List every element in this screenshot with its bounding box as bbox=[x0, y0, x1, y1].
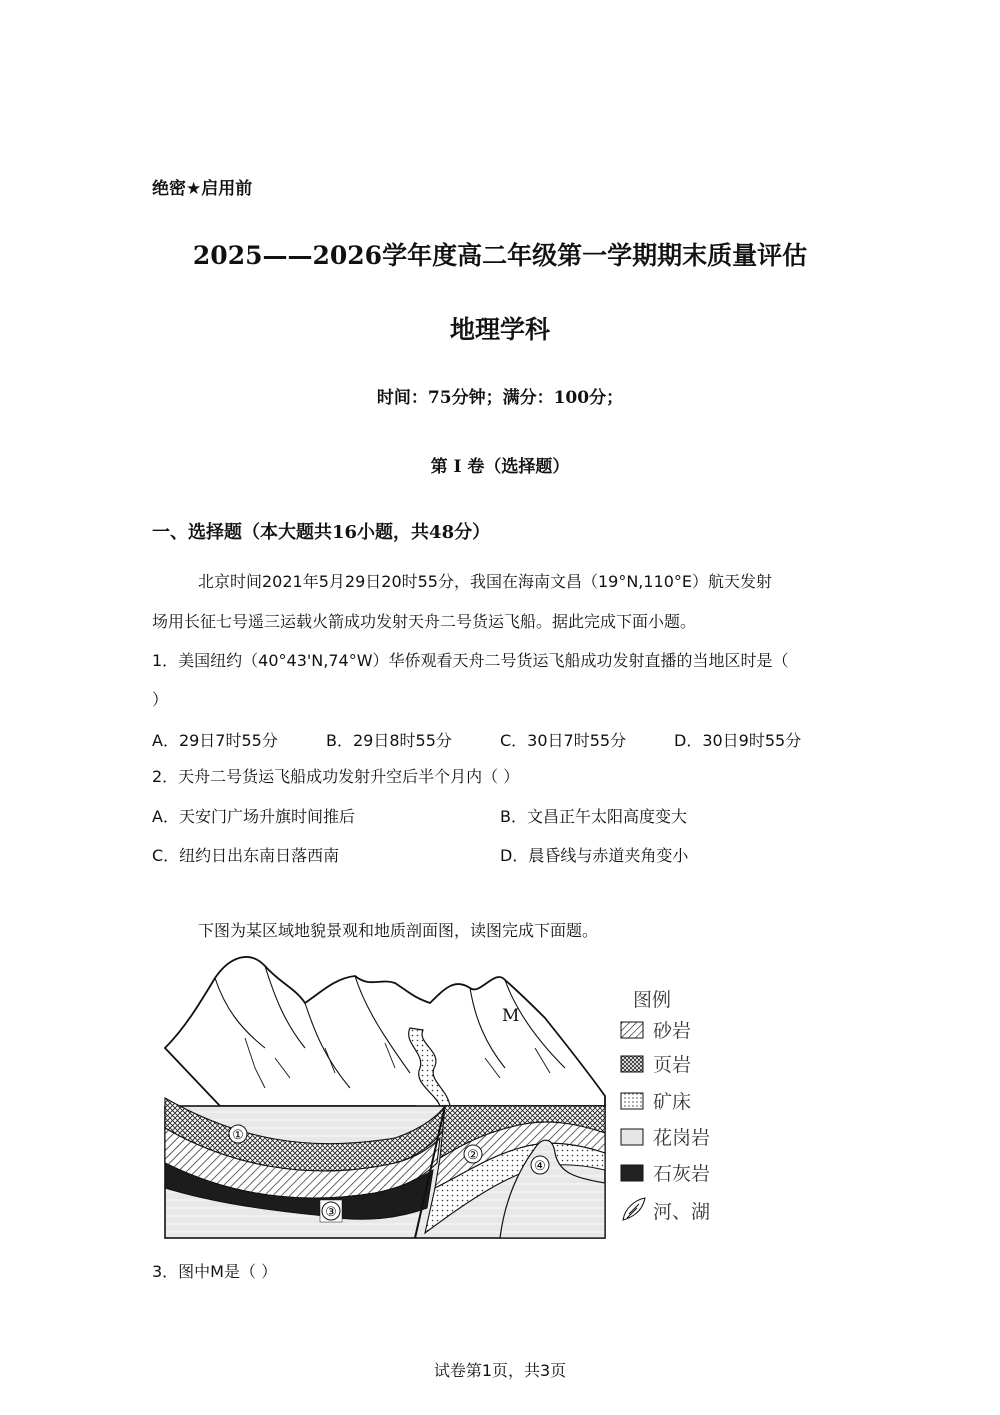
exam-title: 2025——2026学年度高二年级第一学期期末质量评估 bbox=[192, 241, 808, 270]
legend-swatch-shale bbox=[621, 1056, 643, 1072]
q1-option-a: A．29日7时55分 bbox=[152, 731, 278, 750]
legend-label-shale: 页岩 bbox=[653, 1054, 692, 1076]
legend-label-river: 河、湖 bbox=[653, 1201, 711, 1223]
marker-4 bbox=[531, 1156, 549, 1174]
q2-option-c: C．纽约日出东南日落西南 bbox=[152, 846, 340, 865]
volume-heading: 第 I 卷（选择题） bbox=[430, 457, 570, 477]
q1-option-d: D．30日9时55分 bbox=[674, 731, 802, 750]
legend-label-ore: 矿床 bbox=[653, 1091, 692, 1113]
marker-2 bbox=[464, 1145, 482, 1163]
svg-text:④: ④ bbox=[534, 1159, 546, 1174]
q1-options bbox=[152, 728, 852, 751]
marker-3 bbox=[320, 1200, 342, 1222]
q2-option-a: A．天安门广场升旗时间推后 bbox=[152, 807, 355, 826]
geology-diagram bbox=[155, 948, 625, 1243]
page-footer: 试卷第1页，共3页 bbox=[433, 1361, 567, 1380]
intro1-line2: 场用长征七号遥三运载火箭成功发射天舟二号货运飞船。据此完成下面小题。 bbox=[152, 612, 697, 631]
svg-text:②: ② bbox=[467, 1148, 479, 1163]
legend-swatch-sandstone bbox=[621, 1022, 643, 1038]
legend-swatch-limestone bbox=[621, 1165, 643, 1181]
q2-option-b: B．文昌正午太阳高度变大 bbox=[500, 807, 687, 826]
legend-label-sandstone: 砂岩 bbox=[653, 1020, 692, 1042]
q2-stem: 2．天舟二号货运飞船成功发射升空后半个月内（ ） bbox=[152, 767, 520, 786]
legend-title: 图例 bbox=[633, 989, 672, 1011]
svg-text:①: ① bbox=[232, 1128, 244, 1143]
legend-label-granite: 花岗岩 bbox=[653, 1127, 711, 1149]
q1-stem-close: ） bbox=[152, 690, 169, 709]
q1-option-b: B．29日8时55分 bbox=[326, 731, 452, 750]
intro2-text: 下图为某区域地貌景观和地质剖面图，读图完成下面题。 bbox=[198, 921, 599, 940]
secret-label: 绝密★启用前 bbox=[152, 179, 253, 199]
q3-stem: 3．图中M是（ ） bbox=[152, 1262, 278, 1281]
intro1-line1: 北京时间2021年5月29日20时55分，我国在海南文昌（19°N,110°E）航天发射 bbox=[198, 572, 773, 591]
svg-text:③: ③ bbox=[325, 1205, 337, 1220]
q2-option-d: D．晨昏线与赤道夹角变小 bbox=[500, 846, 689, 865]
section-heading: 一、选择题（本大题共16小题，共48分） bbox=[152, 522, 491, 543]
legend-swatch-river bbox=[623, 1198, 645, 1220]
q1-option-c: C．30日7时55分 bbox=[500, 731, 627, 750]
legend-swatch-granite bbox=[621, 1129, 643, 1145]
legend-label-limestone: 石灰岩 bbox=[653, 1163, 711, 1185]
exam-meta: 时间：75分钟；满分：100分； bbox=[376, 388, 624, 408]
label-M: M bbox=[502, 1006, 520, 1026]
q1-stem: 1．美国纽约（40°43'N,74°W）华侨观看天舟二号货运飞船成功发射直播的当地区时是（ bbox=[152, 651, 789, 670]
legend-swatch-ore bbox=[621, 1093, 643, 1109]
marker-1 bbox=[229, 1125, 247, 1143]
subject-title: 地理学科 bbox=[449, 315, 550, 344]
legend bbox=[615, 980, 745, 1230]
